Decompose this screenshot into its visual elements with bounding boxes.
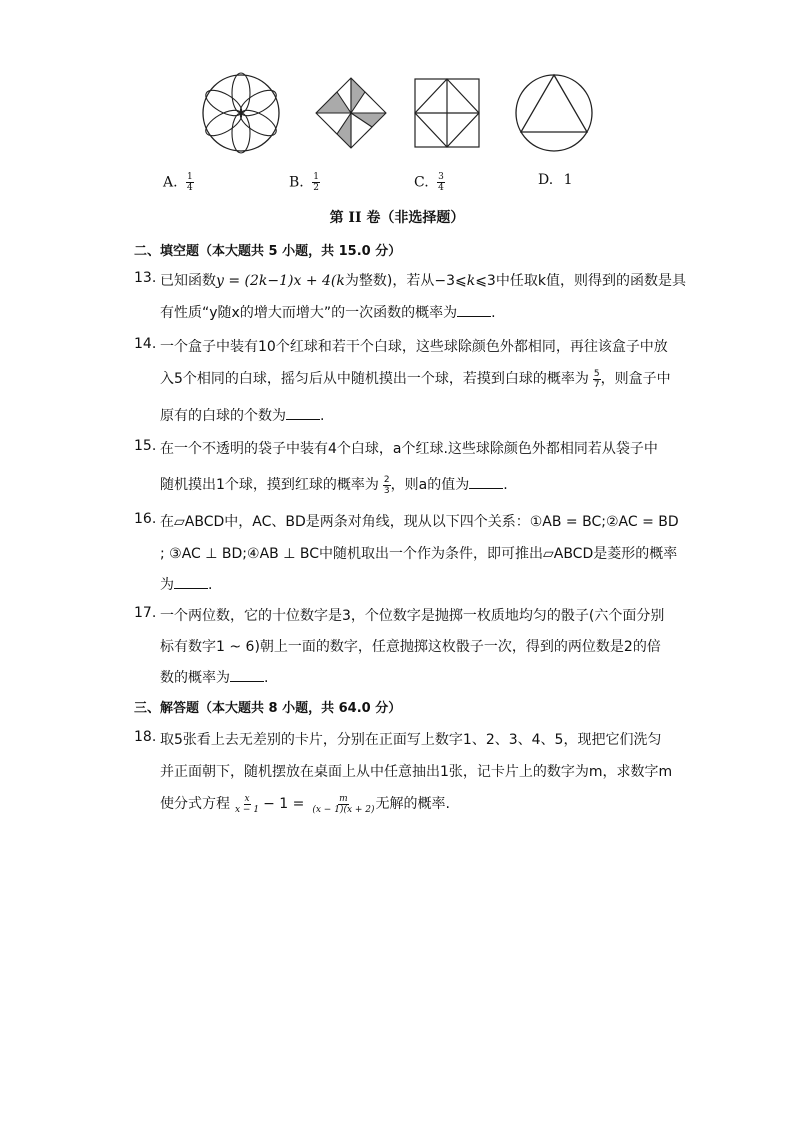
- q16-line-3: [160, 574, 212, 594]
- question-number: 13.: [134, 270, 157, 286]
- q13-function: y = (2k−1)x + 4(k: [216, 273, 345, 289]
- q13-text-2: 有性质“y随x的增大而增大”的一次函数的概率为: [160, 305, 458, 321]
- q18-equation-mid: − 1 =: [263, 796, 305, 812]
- q14-text-post: ，则盒子中: [600, 371, 671, 387]
- q15-numerator: 2: [383, 474, 390, 485]
- answer-blank[interactable]: [457, 303, 491, 317]
- option-d[interactable]: [538, 172, 573, 188]
- q17-line-1: 一个两位数，它的十位数字是3，个位数字是抛掷一枚质地均匀的骰子(六个面分别: [160, 608, 665, 624]
- q13-line-1: [160, 270, 686, 290]
- q14-numerator: 5: [593, 368, 600, 379]
- section-solve-heading: 三、解答题（本大题共 8 小题，共 64.0 分）: [134, 701, 402, 716]
- q18-left-denominator: x − 1: [235, 804, 260, 815]
- volume-title: 第 II 卷（非选择题）: [329, 210, 465, 226]
- answer-blank[interactable]: [469, 475, 503, 489]
- answer-blank[interactable]: [230, 668, 264, 682]
- option-a-label: A.: [163, 174, 178, 191]
- q14-line-3: [160, 405, 324, 425]
- option-c-numerator: 3: [438, 172, 444, 182]
- q13-period: .: [491, 305, 496, 321]
- option-c-denominator: 4: [438, 183, 444, 193]
- q14-period: .: [320, 408, 325, 424]
- q14-text: 入5个相同的白球，摇匀后从中随机摸出一个球，若摸到白球的概率为: [160, 371, 589, 387]
- q13-text-mid: 为整数)，若从−3⩽: [344, 273, 467, 289]
- q15-text-post: ，则a的值为: [390, 477, 470, 493]
- question-number: 15.: [134, 438, 157, 454]
- q15-text: 随机摸出1个球，摸到红球的概率为: [160, 477, 379, 493]
- q14-text-3: 原有的白球的个数为: [160, 408, 286, 424]
- q15-line-1: 在一个不透明的袋子中装有4个白球，a个红球.这些球除颜色外都相同若从袋子中: [160, 441, 658, 457]
- section-fill-in-heading: 二、填空题（本大题共 5 小题，共 15.0 分）: [134, 244, 402, 259]
- figure-a-flower-circle: [200, 68, 282, 158]
- q18-text-post: 无解的概率.: [375, 796, 450, 812]
- q14-line-1: 一个盒子中装有10个红球和若干个白球，这些球除颜色外都相同，再往该盒子中放: [160, 339, 668, 355]
- q16-period: .: [208, 577, 213, 593]
- q18-right-numerator: m: [339, 793, 348, 804]
- figure-b-pinwheel: [306, 68, 396, 158]
- q14-denominator: 7: [593, 379, 600, 390]
- q16-line-1: 在▱ABCD中，AC、BD是两条对角线，现从以下四个关系：①AB = BC;②AC = BD: [160, 514, 679, 530]
- option-b-numerator: 1: [313, 172, 319, 182]
- option-b-denominator: 2: [313, 183, 319, 193]
- q13-text: 已知函数: [160, 273, 216, 289]
- question-number: 14.: [134, 336, 157, 352]
- q14-line-2: [160, 368, 671, 390]
- q18-fraction-right: [311, 794, 375, 815]
- option-a-numerator: 1: [187, 172, 193, 182]
- q17-text-3: 数的概率为: [160, 670, 230, 686]
- figure-d-circle-triangle: [512, 68, 596, 158]
- q18-right-denominator: (x − 1)(x + 2): [312, 804, 375, 815]
- option-b[interactable]: [289, 172, 320, 193]
- option-figures: [0, 68, 794, 158]
- question-number: 16.: [134, 511, 157, 527]
- q13-text-post: ⩽3中任取k值，则得到的函数是具: [475, 273, 686, 289]
- option-b-label: B.: [289, 174, 304, 191]
- option-a-fraction: [186, 172, 194, 193]
- q17-line-3: [160, 667, 268, 687]
- q18-fraction-left: [234, 794, 260, 815]
- option-a-denominator: 4: [187, 183, 193, 193]
- option-d-label: D.: [538, 172, 554, 188]
- q13-k: k: [466, 273, 476, 289]
- q18-line-3: [160, 793, 450, 815]
- q18-line-2: 并正面朝下，随机摆放在桌面上从中任意抽出1张，记卡片上的数字为m，求数字m: [160, 764, 673, 780]
- answer-options: [0, 172, 794, 192]
- q15-denominator: 3: [383, 485, 390, 496]
- answer-blank[interactable]: [286, 406, 320, 420]
- answer-blank[interactable]: [174, 575, 208, 589]
- option-a[interactable]: [163, 172, 194, 193]
- question-number: 17.: [134, 605, 157, 621]
- option-c-fraction: [437, 172, 445, 193]
- q15-fraction: [383, 475, 391, 496]
- q14-fraction: [593, 369, 601, 390]
- question-number: 18.: [134, 729, 157, 745]
- q17-period: .: [264, 670, 269, 686]
- q16-text-3: 为: [160, 577, 174, 593]
- option-c[interactable]: [414, 172, 445, 193]
- q15-period: .: [503, 477, 508, 493]
- option-d-value: 1: [563, 172, 573, 188]
- option-b-fraction: [312, 172, 320, 193]
- q15-line-2: [160, 474, 508, 496]
- q17-line-2: 标有数字1 ~ 6)朝上一面的数字，任意抛掷这枚骰子一次，得到的两位数是2的倍: [160, 639, 661, 655]
- q16-line-2: ; ③AC ⊥ BD;④AB ⊥ BC中随机取出一个作为条件，即可推出▱ABCD是菱形的概率: [160, 546, 678, 562]
- q13-line-2: [160, 302, 496, 322]
- q18-text: 使分式方程: [160, 796, 230, 812]
- q18-line-1: 取5张看上去无差别的卡片，分别在正面写上数字1、2、3、4、5，现把它们洗匀: [160, 732, 662, 748]
- option-c-label: C.: [414, 174, 429, 191]
- q18-left-numerator: x: [244, 793, 250, 804]
- figure-c-square-diamond: [412, 68, 482, 158]
